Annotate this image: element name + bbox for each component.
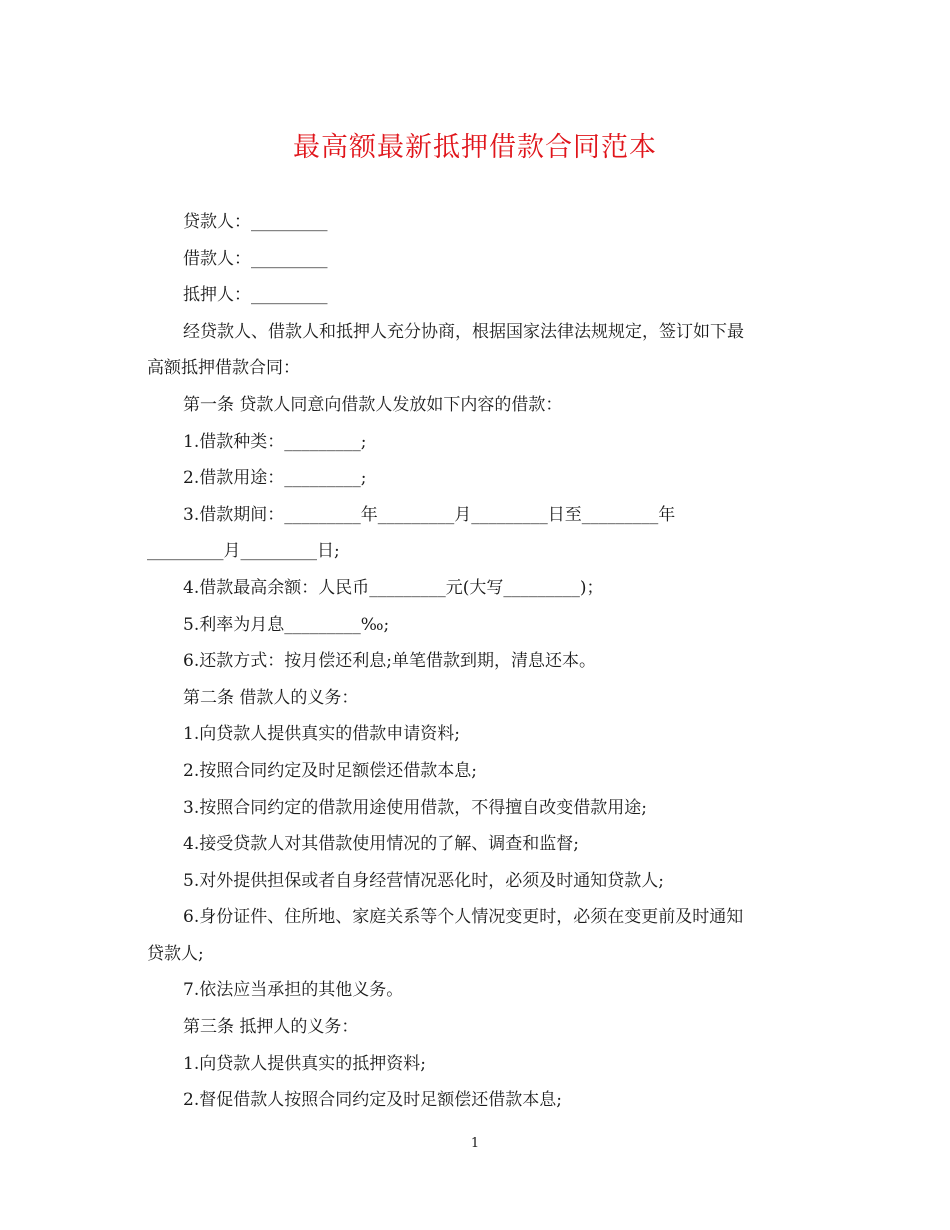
text-line: 2.按照合同约定及时足额偿还借款本息; bbox=[183, 760, 477, 781]
text-line: 1.借款种类：_________; bbox=[183, 431, 367, 452]
text-line: 经贷款人、借款人和抵押人充分协商，根据国家法律法规规定，签订如下最 bbox=[183, 321, 744, 342]
text-line: 3.按照合同约定的借款用途使用借款，不得擅自改变借款用途; bbox=[183, 797, 647, 818]
text-line: 6.身份证件、住所地、家庭关系等个人情况变更时，必须在变更前及时通知 bbox=[183, 907, 744, 928]
text-line: 5.对外提供担保或者自身经营情况恶化时，必须及时通知贷款人; bbox=[183, 870, 664, 891]
text-line: 4.借款最高余额：人民币_________元(大写_________)； bbox=[183, 577, 604, 598]
text-line: 贷款人; bbox=[147, 943, 204, 964]
document-title: 最高额最新抵押借款合同范本 bbox=[293, 132, 657, 163]
text-line: 1.向贷款人提供真实的借款申请资料; bbox=[183, 724, 460, 745]
text-line: 2.借款用途：_________; bbox=[183, 468, 367, 489]
text-line: 5.利率为月息_________‰; bbox=[183, 614, 390, 635]
text-line: 1.向贷款人提供真实的抵押资料; bbox=[183, 1053, 426, 1074]
page-number: 1 bbox=[470, 1136, 480, 1151]
section-heading: 第三条 抵押人的义务： bbox=[183, 1017, 359, 1038]
text-line: 7.依法应当承担的其他义务。 bbox=[183, 980, 404, 1001]
text-line: 借款人：_________ bbox=[183, 248, 328, 269]
text-line: 2.督促借款人按照合同约定及时足额偿还借款本息; bbox=[183, 1090, 562, 1111]
text-line: 高额抵押借款合同： bbox=[147, 358, 300, 379]
text-line: 3.借款期间：_________年_________月_________日至_________年 bbox=[183, 504, 676, 525]
section-heading: 第二条 借款人的义务： bbox=[183, 687, 359, 708]
text-line: 贷款人：_________ bbox=[183, 212, 328, 232]
text-line: 6.还款方式：按月偿还利息;单笔借款到期，清息还本。 bbox=[183, 651, 596, 672]
document-body bbox=[147, 204, 802, 1119]
text-line: 抵押人：_________ bbox=[183, 285, 328, 306]
text-line: _________月_________日; bbox=[147, 541, 340, 562]
text-line: 4.接受贷款人对其借款使用情况的了解、调查和监督; bbox=[183, 834, 579, 855]
section-heading: 第一条 贷款人同意向借款人发放如下内容的借款： bbox=[183, 394, 563, 415]
